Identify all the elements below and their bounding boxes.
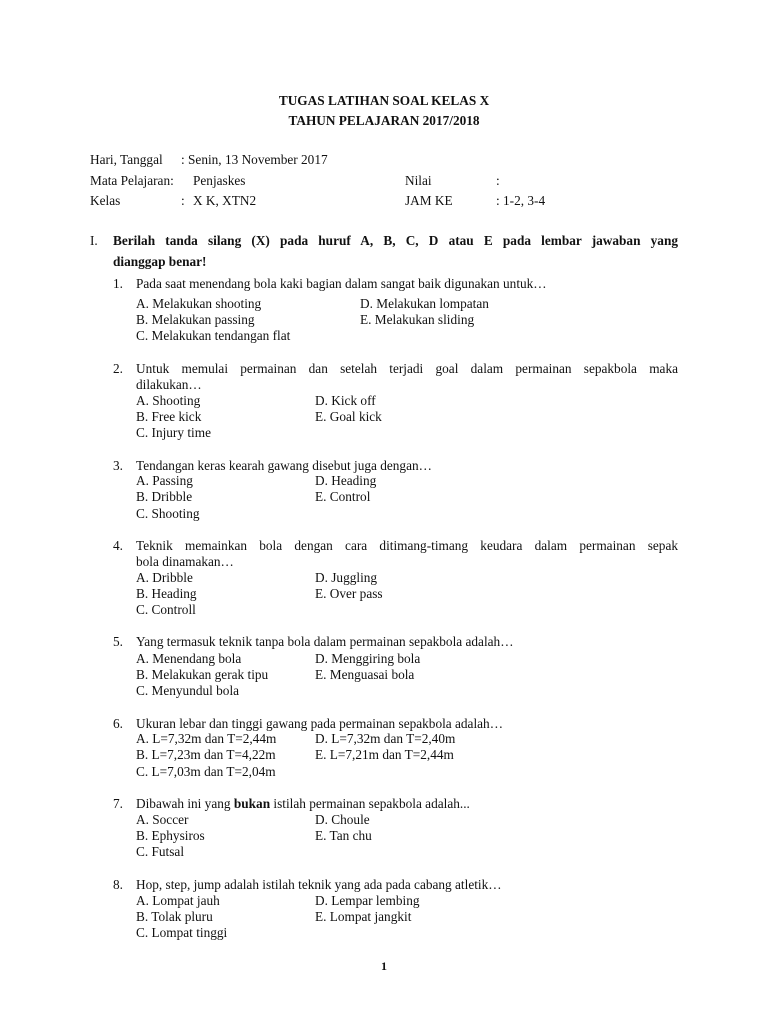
option-c: C. Melakukan tendangan flat	[136, 328, 291, 343]
page-number: 1	[381, 959, 387, 973]
question-number: 3.	[113, 458, 123, 473]
period-value: : 1-2, 3-4	[496, 193, 546, 208]
question-text: Yang termasuk teknik tanpa bola dalam permainan sepakbola adalah…	[136, 634, 514, 649]
academic-year-title: TAHUN PELAJARAN 2017/2018	[288, 113, 480, 128]
option-a: A. Melakukan shooting	[136, 296, 262, 311]
option-a: A. L=7,32m dan T=2,44m	[136, 731, 277, 746]
option-c: C. Lompat tinggi	[136, 925, 228, 940]
question-number: 5.	[113, 634, 123, 649]
class-colon: :	[181, 193, 185, 208]
subject-label: Mata Pelajaran:	[90, 173, 174, 188]
option-c: C. Futsal	[136, 844, 185, 859]
option-e: E. Goal kick	[315, 409, 382, 424]
question-number: 4.	[113, 538, 123, 553]
question-text-end: istilah permainan sepakbola adalah...	[270, 796, 470, 811]
option-d: D. Heading	[315, 473, 377, 488]
question-number: 6.	[113, 716, 123, 731]
question-number: 1.	[113, 276, 123, 291]
option-d: D. Lempar lembing	[315, 893, 420, 908]
question-text: Untuk memulai permainan dan setelah terjadi goal dalam permainan sepakbola maka	[136, 361, 678, 376]
question-number: 7.	[113, 796, 123, 811]
question-number: 8.	[113, 877, 123, 892]
option-e: E. Over pass	[315, 586, 383, 601]
option-d: D. L=7,32m dan T=2,40m	[315, 731, 456, 746]
option-d: D. Kick off	[315, 393, 376, 408]
question-text: Teknik memainkan bola dengan cara ditimang-timang keudara dalam permainan sepak	[136, 538, 678, 553]
option-d: D. Melakukan lompatan	[360, 296, 489, 311]
question-text: Tendangan keras kearah gawang disebut juga dengan…	[136, 458, 432, 473]
question-text-continued: dilakukan…	[136, 377, 202, 392]
option-c: C. L=7,03m dan T=2,04m	[136, 764, 276, 779]
class-value: X K, XTN2	[193, 193, 257, 208]
option-a: A. Dribble	[136, 570, 193, 585]
option-a: A. Shooting	[136, 393, 201, 408]
option-d: D. Choule	[315, 812, 370, 827]
option-b: B. Free kick	[136, 409, 202, 424]
option-e: E. Tan chu	[315, 828, 372, 843]
option-e: E. Lompat jangkit	[315, 909, 412, 924]
day-date-label: Hari, Tanggal	[90, 152, 163, 167]
question-text-continued: bola dinamakan…	[136, 554, 234, 569]
subject-value: Penjaskes	[193, 173, 246, 188]
option-c: C. Menyundul bola	[136, 683, 240, 698]
question-text: Ukuran lebar dan tinggi gawang pada permainan sepakbola adalah…	[136, 716, 504, 731]
class-label: Kelas	[90, 193, 121, 208]
option-b: B. Dribble	[136, 489, 193, 504]
question-text: Hop, step, jump adalah istilah teknik yang ada pada cabang atletik…	[136, 877, 502, 892]
option-e: E. Menguasai bola	[315, 667, 415, 682]
option-e: E. L=7,21m dan T=2,44m	[315, 747, 454, 762]
question-text-emphasis: bukan	[233, 796, 271, 811]
option-b: B. Ephysiros	[136, 828, 205, 843]
option-b: B. Heading	[136, 586, 197, 601]
day-date-value: : Senin, 13 November 2017	[181, 152, 328, 167]
document-title: TUGAS LATIHAN SOAL KELAS X	[278, 93, 490, 108]
option-c: C. Controll	[136, 602, 196, 617]
option-c: C. Injury time	[136, 425, 211, 440]
option-a: A. Menendang bola	[136, 651, 242, 666]
option-d: D. Juggling	[315, 570, 378, 585]
option-a: A. Lompat jauh	[136, 893, 220, 908]
option-a: A. Soccer	[136, 812, 189, 827]
option-c: C. Shooting	[136, 506, 200, 521]
question-text	[136, 796, 470, 812]
score-value: :	[496, 173, 500, 188]
section-numeral: I.	[90, 233, 98, 248]
option-b: B. Melakukan passing	[136, 312, 255, 327]
option-e: E. Melakukan sliding	[360, 312, 475, 327]
option-d: D. Menggiring bola	[315, 651, 421, 666]
section-instruction-line1: Berilah tanda silang (X) pada huruf A, B, C, D atau E pada lembar jawaban yang	[113, 233, 678, 248]
score-label: Nilai	[405, 173, 432, 188]
option-b: B. Tolak pluru	[136, 909, 213, 924]
question-text: Pada saat menendang bola kaki bagian dalam sangat baik digunakan untuk…	[136, 276, 547, 291]
option-e: E. Control	[315, 489, 371, 504]
section-instruction-line2: dianggap benar!	[113, 254, 207, 269]
period-label: JAM KE	[405, 193, 453, 208]
question-number: 2.	[113, 361, 123, 376]
option-b: B. Melakukan gerak tipu	[136, 667, 269, 682]
option-b: B. L=7,23m dan T=4,22m	[136, 747, 276, 762]
question-text-start: Dibawah ini yang	[136, 796, 234, 811]
option-a: A. Passing	[136, 473, 193, 488]
